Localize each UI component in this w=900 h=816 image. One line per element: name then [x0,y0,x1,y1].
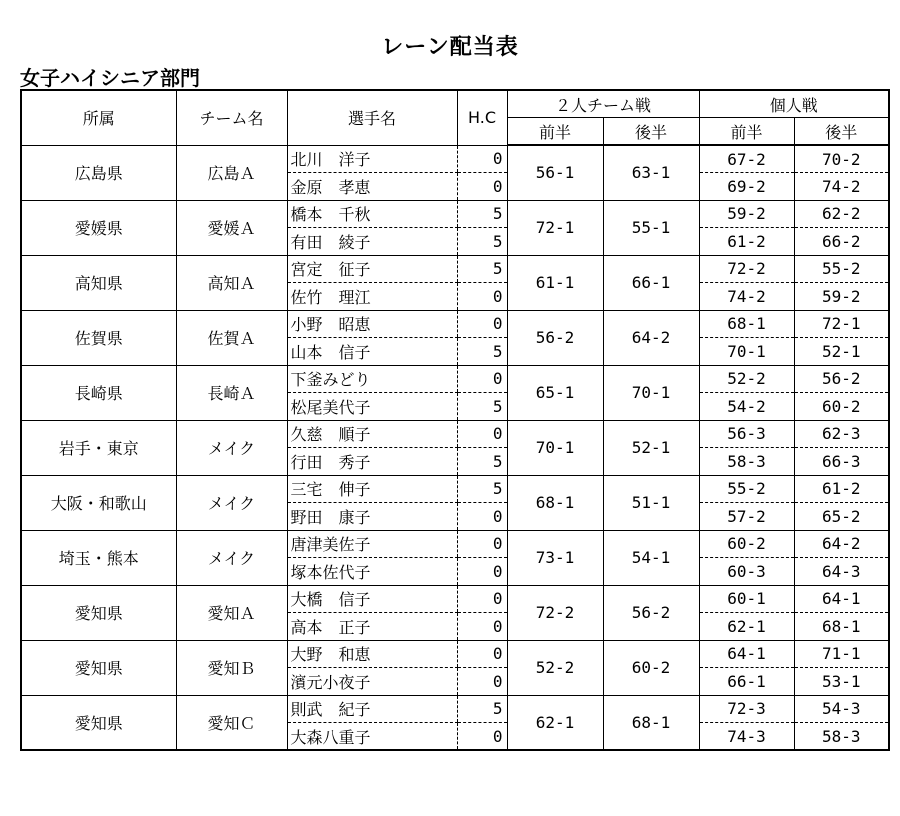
hc-cell: 0 [457,585,507,613]
individual-first-half-cell: 74-2 [699,283,794,311]
affiliation-cell: 岩手・東京 [21,420,176,475]
hc-cell: 0 [457,558,507,586]
header-player-name: 選手名 [287,90,457,145]
player-name-cell: 山本 信子 [287,338,457,366]
individual-second-half-cell: 71-1 [794,640,889,668]
player-name-cell: 大森八重子 [287,723,457,751]
team-first-half-cell: 70-1 [507,420,603,475]
table-row [21,255,889,283]
lane-assignment-table [20,89,890,751]
table-row [21,200,889,228]
individual-second-half-cell: 62-2 [794,200,889,228]
player-name-cell: 橋本 千秋 [287,200,457,228]
individual-first-half-cell: 57-2 [699,503,794,531]
individual-second-half-cell: 65-2 [794,503,889,531]
individual-second-half-cell: 72-1 [794,310,889,338]
team-second-half-cell: 64-2 [603,310,699,365]
hc-cell: 0 [457,173,507,201]
individual-first-half-cell: 59-2 [699,200,794,228]
team-name-cell: 愛媛Ａ [176,200,287,255]
individual-second-half-cell: 54-3 [794,695,889,723]
header-team-first-half: 前半 [507,118,603,146]
individual-second-half-cell: 68-1 [794,613,889,641]
player-name-cell: 佐竹 理江 [287,283,457,311]
hc-cell: 0 [457,723,507,751]
individual-second-half-cell: 74-2 [794,173,889,201]
hc-cell: 5 [457,338,507,366]
table-row [21,695,889,723]
team-name-cell: メイク [176,475,287,530]
player-name-cell: 有田 綾子 [287,228,457,256]
hc-cell: 5 [457,228,507,256]
affiliation-cell: 高知県 [21,255,176,310]
team-name-cell: 佐賀Ａ [176,310,287,365]
header-hc: H.C [457,90,507,145]
team-second-half-cell: 68-1 [603,695,699,750]
hc-cell: 5 [457,448,507,476]
section-title: 女子ハイシニア部門 [20,66,200,90]
individual-first-half-cell: 56-3 [699,420,794,448]
team-second-half-cell: 70-1 [603,365,699,420]
individual-second-half-cell: 55-2 [794,255,889,283]
affiliation-cell: 愛知県 [21,695,176,750]
affiliation-cell: 愛知県 [21,640,176,695]
table-row [21,585,889,613]
individual-first-half-cell: 69-2 [699,173,794,201]
table-row [21,365,889,393]
team-second-half-cell: 51-1 [603,475,699,530]
team-name-cell: 広島Ａ [176,145,287,200]
player-name-cell: 唐津美佐子 [287,530,457,558]
individual-second-half-cell: 60-2 [794,393,889,421]
player-name-cell: 松尾美代子 [287,393,457,421]
individual-second-half-cell: 66-3 [794,448,889,476]
individual-first-half-cell: 72-3 [699,695,794,723]
individual-second-half-cell: 64-2 [794,530,889,558]
player-name-cell: 久慈 順子 [287,420,457,448]
player-name-cell: 濱元小夜子 [287,668,457,696]
individual-first-half-cell: 60-3 [699,558,794,586]
header-team-battle: ２人チーム戦 [507,90,699,118]
team-name-cell: 高知Ａ [176,255,287,310]
individual-first-half-cell: 55-2 [699,475,794,503]
team-name-cell: 愛知Ａ [176,585,287,640]
team-first-half-cell: 52-2 [507,640,603,695]
page-title: レーン配当表 [381,35,519,60]
table-row [21,420,889,448]
team-first-half-cell: 65-1 [507,365,603,420]
table-row [21,530,889,558]
individual-first-half-cell: 52-2 [699,365,794,393]
individual-second-half-cell: 52-1 [794,338,889,366]
team-first-half-cell: 62-1 [507,695,603,750]
affiliation-cell: 広島県 [21,145,176,200]
player-name-cell: 三宅 伸子 [287,475,457,503]
team-name-cell: 長崎Ａ [176,365,287,420]
team-first-half-cell: 68-1 [507,475,603,530]
player-name-cell: 則武 紀子 [287,695,457,723]
team-name-cell: 愛知Ｂ [176,640,287,695]
individual-second-half-cell: 56-2 [794,365,889,393]
individual-second-half-cell: 66-2 [794,228,889,256]
hc-cell: 5 [457,255,507,283]
team-name-cell: 愛知Ｃ [176,695,287,750]
header-team-name: チーム名 [176,90,287,145]
player-name-cell: 北川 洋子 [287,145,457,173]
player-name-cell: 行田 秀子 [287,448,457,476]
individual-first-half-cell: 60-1 [699,585,794,613]
hc-cell: 0 [457,420,507,448]
affiliation-cell: 佐賀県 [21,310,176,365]
individual-second-half-cell: 61-2 [794,475,889,503]
hc-cell: 5 [457,393,507,421]
player-name-cell: 大野 和恵 [287,640,457,668]
affiliation-cell: 大阪・和歌山 [21,475,176,530]
team-name-cell: メイク [176,420,287,475]
player-name-cell: 小野 昭恵 [287,310,457,338]
table-row [21,145,889,173]
individual-second-half-cell: 59-2 [794,283,889,311]
header-individual: 個人戦 [699,90,889,118]
team-second-half-cell: 56-2 [603,585,699,640]
player-name-cell: 宮定 征子 [287,255,457,283]
hc-cell: 0 [457,640,507,668]
player-name-cell: 高本 正子 [287,613,457,641]
hc-cell: 5 [457,695,507,723]
hc-cell: 0 [457,668,507,696]
hc-cell: 5 [457,200,507,228]
team-second-half-cell: 55-1 [603,200,699,255]
individual-second-half-cell: 70-2 [794,145,889,173]
individual-second-half-cell: 53-1 [794,668,889,696]
individual-first-half-cell: 54-2 [699,393,794,421]
hc-cell: 0 [457,365,507,393]
individual-first-half-cell: 60-2 [699,530,794,558]
table-body [21,145,889,750]
affiliation-cell: 長崎県 [21,365,176,420]
affiliation-cell: 愛知県 [21,585,176,640]
team-first-half-cell: 56-1 [507,145,603,200]
player-name-cell: 金原 孝恵 [287,173,457,201]
team-name-cell: メイク [176,530,287,585]
individual-second-half-cell: 62-3 [794,420,889,448]
affiliation-cell: 埼玉・熊本 [21,530,176,585]
individual-first-half-cell: 62-1 [699,613,794,641]
hc-cell: 0 [457,530,507,558]
header-individual-second-half: 後半 [794,118,889,146]
hc-cell: 0 [457,283,507,311]
team-first-half-cell: 72-1 [507,200,603,255]
individual-first-half-cell: 64-1 [699,640,794,668]
team-second-half-cell: 66-1 [603,255,699,310]
team-first-half-cell: 72-2 [507,585,603,640]
team-second-half-cell: 60-2 [603,640,699,695]
player-name-cell: 大橋 信子 [287,585,457,613]
individual-first-half-cell: 67-2 [699,145,794,173]
header-affiliation: 所属 [21,90,176,145]
header-individual-first-half: 前半 [699,118,794,146]
table-row [21,640,889,668]
hc-cell: 0 [457,613,507,641]
individual-second-half-cell: 64-1 [794,585,889,613]
table-row [21,310,889,338]
player-name-cell: 下釜みどり [287,365,457,393]
hc-cell: 0 [457,145,507,173]
individual-first-half-cell: 58-3 [699,448,794,476]
individual-first-half-cell: 72-2 [699,255,794,283]
individual-second-half-cell: 64-3 [794,558,889,586]
team-first-half-cell: 56-2 [507,310,603,365]
affiliation-cell: 愛媛県 [21,200,176,255]
individual-second-half-cell: 58-3 [794,723,889,751]
individual-first-half-cell: 61-2 [699,228,794,256]
hc-cell: 0 [457,503,507,531]
player-name-cell: 塚本佐代子 [287,558,457,586]
team-first-half-cell: 73-1 [507,530,603,585]
team-second-half-cell: 52-1 [603,420,699,475]
individual-first-half-cell: 74-3 [699,723,794,751]
individual-first-half-cell: 68-1 [699,310,794,338]
team-second-half-cell: 63-1 [603,145,699,200]
individual-first-half-cell: 70-1 [699,338,794,366]
table-row [21,475,889,503]
team-first-half-cell: 61-1 [507,255,603,310]
team-second-half-cell: 54-1 [603,530,699,585]
individual-first-half-cell: 66-1 [699,668,794,696]
hc-cell: 0 [457,310,507,338]
hc-cell: 5 [457,475,507,503]
header-team-second-half: 後半 [603,118,699,146]
player-name-cell: 野田 康子 [287,503,457,531]
